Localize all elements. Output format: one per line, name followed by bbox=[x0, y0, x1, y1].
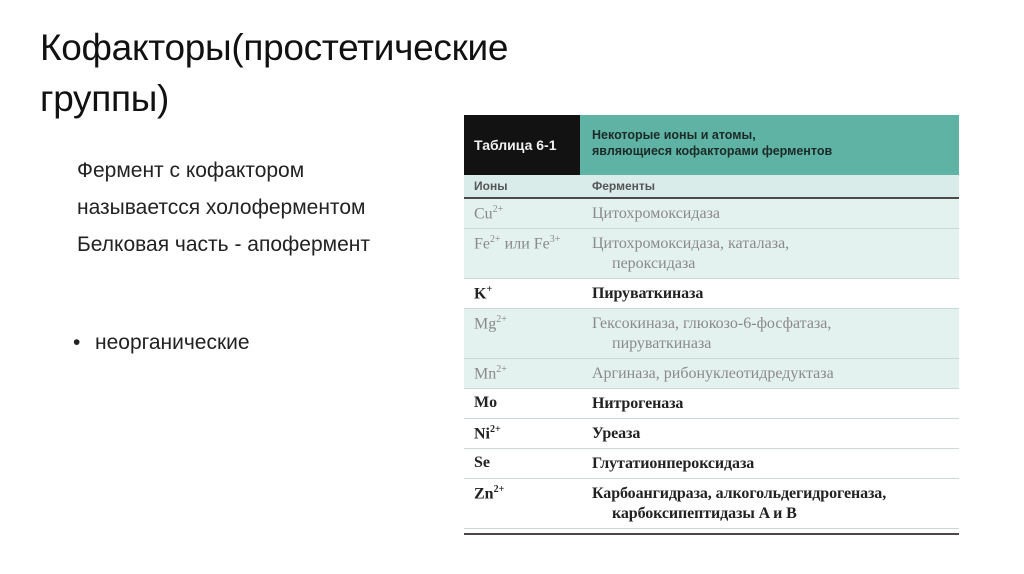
enzyme-text: Цитохромоксидаза bbox=[592, 205, 721, 222]
ion-symbol: Zn bbox=[474, 485, 494, 503]
column-header-ions: Ионы bbox=[474, 179, 508, 193]
ion-charge: 2+ bbox=[496, 364, 507, 375]
table-row bbox=[464, 449, 959, 479]
enzyme-text: Пируваткиназа bbox=[592, 285, 704, 302]
title-line-2: группы) bbox=[40, 78, 170, 119]
ion-symbol: Cu bbox=[474, 205, 493, 223]
ion-cell bbox=[464, 199, 592, 223]
bullet-dot-icon: • bbox=[73, 331, 81, 354]
bullet-item bbox=[73, 328, 433, 358]
ion-symbol: Mo bbox=[474, 394, 498, 411]
table-row bbox=[464, 479, 959, 529]
ion-charge: 2+ bbox=[493, 484, 505, 495]
body-line-3: Белковая часть - апофермент bbox=[77, 233, 370, 256]
table-caption-line-2: являющиеся кофакторами ферментов bbox=[592, 144, 833, 158]
table-body bbox=[464, 199, 959, 529]
ion-symbol: Se bbox=[474, 454, 490, 471]
bullet-text: неорганические bbox=[95, 331, 250, 354]
table-header bbox=[464, 115, 959, 175]
enzyme-text: Аргиназа, рибонуклеотидредуктаза bbox=[592, 365, 834, 382]
ion-charge: + bbox=[486, 284, 493, 295]
body-line-1: Фермент с кофактором bbox=[77, 159, 305, 182]
enzyme-text: Карбоангидраза, алкогольдегидрогеназа, bbox=[592, 485, 887, 502]
ion-cell bbox=[464, 389, 592, 412]
enzyme-text: Гексокиназа, глюкозо-6-фосфатаза, bbox=[592, 315, 832, 332]
enzyme-cell bbox=[592, 449, 959, 478]
enzyme-text-continued: карбоксипептидазы A и B bbox=[612, 505, 797, 522]
table-bottom-rule bbox=[464, 533, 959, 535]
ion-symbol: Ni bbox=[474, 425, 490, 443]
table-row bbox=[464, 309, 959, 359]
table-row bbox=[464, 389, 959, 419]
enzyme-cell bbox=[592, 389, 959, 418]
title-line-1: Кофакторы(простетические bbox=[40, 27, 509, 68]
ion-charge: 2+ bbox=[496, 314, 507, 325]
enzyme-cell bbox=[592, 229, 959, 278]
ion-cell bbox=[464, 449, 592, 472]
enzyme-cell bbox=[592, 419, 959, 448]
slide-title bbox=[40, 22, 600, 124]
ion-symbol: Fe bbox=[474, 235, 490, 253]
ion-symbol: K bbox=[474, 285, 487, 303]
body-text bbox=[77, 152, 457, 263]
ion-symbol: Mn bbox=[474, 365, 497, 383]
ion-cell bbox=[464, 279, 592, 303]
enzyme-cell bbox=[592, 359, 959, 388]
table-row bbox=[464, 279, 959, 309]
ion-charge: 2+ bbox=[490, 234, 501, 245]
enzyme-text: Нитрогеназа bbox=[592, 395, 684, 412]
enzyme-cell bbox=[592, 479, 959, 528]
ion-charge: 2+ bbox=[490, 424, 501, 435]
ion-cell bbox=[464, 309, 592, 333]
enzyme-text: Глутатионпероксидаза bbox=[592, 455, 755, 472]
ion-alt-symbol: или Fe bbox=[500, 235, 550, 253]
enzyme-text: Цитохромоксидаза, каталаза, bbox=[592, 235, 790, 252]
ion-charge: 2+ bbox=[492, 204, 504, 215]
table-row bbox=[464, 359, 959, 389]
table-row bbox=[464, 229, 959, 279]
enzyme-text-continued: пируваткиназа bbox=[612, 335, 712, 352]
enzyme-cell bbox=[592, 199, 959, 228]
enzyme-cell bbox=[592, 279, 959, 308]
table-caption bbox=[580, 115, 959, 175]
cofactor-table bbox=[464, 115, 959, 535]
ion-symbol: Mg bbox=[474, 315, 497, 333]
ion-cell bbox=[464, 229, 592, 253]
ion-cell bbox=[464, 359, 592, 383]
table-column-headers bbox=[464, 175, 959, 199]
enzyme-cell bbox=[592, 309, 959, 358]
table-caption-line-1: Некоторые ионы и атомы, bbox=[592, 128, 756, 142]
ion-alt-charge: 3+ bbox=[549, 234, 561, 245]
enzyme-text-continued: пероксидаза bbox=[612, 255, 696, 272]
body-line-2: называетсся холоферментом bbox=[77, 196, 366, 219]
table-row bbox=[464, 419, 959, 449]
table-label: Таблица 6-1 bbox=[464, 115, 580, 175]
table-row bbox=[464, 199, 959, 229]
column-header-enzymes: Ферменты bbox=[592, 179, 656, 193]
enzyme-text: Уреаза bbox=[592, 425, 641, 442]
ion-cell bbox=[464, 419, 592, 443]
ion-cell bbox=[464, 479, 592, 503]
